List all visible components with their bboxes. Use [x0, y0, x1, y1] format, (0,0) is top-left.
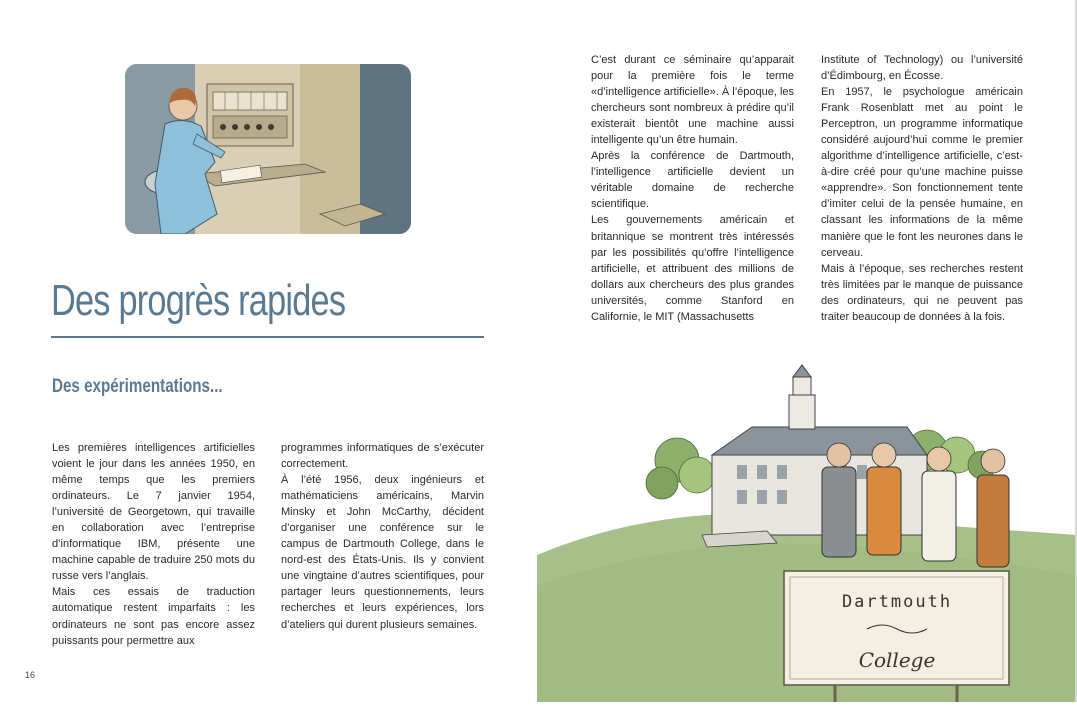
paragraph: C’est durant ce séminaire qu’apparait pour la première fois le terme «d’intelligence artificielle». À l’époque, les chercheurs sont nombreux à prédire qu’il existerait bientôt une machine aussi intelligente qu’un être humain. — [591, 54, 795, 147]
dartmouth-drawing — [537, 355, 1077, 702]
paragraph: Les gouvernements américain et britannique se montrent très intéressés par les possibilités qu’offre l’intelligence artificielle, et attribuent des millions de dollars aux chercheurs des plus grandes universités, comme Stanford en Californie, le MIT (Massachusetts — [591, 214, 794, 323]
paragraph: Mais à l’époque, ses recherches restent très limitées par le manque de puissance des ordinateurs, qui ne peuvent pas traiter beaucoup de données à la fois. — [821, 262, 1023, 323]
text-column-4 — [821, 52, 1023, 325]
text-column-1 — [52, 440, 255, 649]
page-number: 16 — [25, 670, 36, 680]
section-title: Des progrès rapides — [51, 276, 346, 325]
sign-line-1: Dartmouth — [841, 592, 953, 612]
dartmouth-sign — [784, 571, 1009, 702]
sign-line-2: College — [858, 648, 936, 672]
title-underline — [51, 336, 484, 338]
paragraph: Mais ces essais de traduction automatique restent imparfaits : les ordinateurs ne sont pas encore assez puissants pour permettre aux — [52, 586, 255, 647]
paragraph: À l’été 1956, deux ingénieurs et mathématiciens américains, Marvin Minsky et John McCarthy, décident d’organiser une conférence sur le campus de Dartmouth College, dans le nord-est des États-Unis. Ils y convient une vingtaine d’autres scientifiques, pour partager leurs questionnements, leurs recherches et leurs expériences, lors d’ateliers qui durent plusieurs semaines. — [281, 474, 484, 631]
paragraph: Après la conférence de Dartmouth, l’intelligence artificielle devient un véritable domaine de recherche scientifique. — [591, 150, 794, 211]
section-subtitle: Des expérimentations... — [52, 376, 223, 397]
illustration-woman-computer — [125, 64, 411, 234]
woman-computer-drawing — [125, 64, 411, 234]
paragraph: En 1957, le psychologue américain Frank Rosenblatt met au point le Perceptron, un programme informatique considéré aujourd’hui comme le premier algorithme d’intelligence artificielle, c’est-à-dire créé pour qu’une machine puisse «apprendre». Son fonctionnement tente d’imiter celui de la pensée humaine, en classant les informations de la même manière que le font les neurones dans le cerveau. — [821, 86, 1023, 259]
paragraph: Les premières intelligences artificielles voient le jour dans les années 1950, en même temps que les premiers ordinateurs. Le 7 janvier 1954, l’université de Georgetown, qui travaille en collaboration avec l’entreprise d’informatique IBM, présente une machine capable de traduire 250 mots du russe vers l’anglais. — [52, 442, 255, 583]
paragraph: programmes informatiques de s’exécuter correctement. — [281, 442, 484, 471]
illustration-dartmouth-campus — [537, 355, 1077, 702]
paragraph: Institute of Technology) ou l’université d’Édimbourg, en Écosse. — [821, 54, 1023, 83]
text-column-3 — [591, 52, 794, 325]
text-column-2 — [281, 440, 484, 633]
